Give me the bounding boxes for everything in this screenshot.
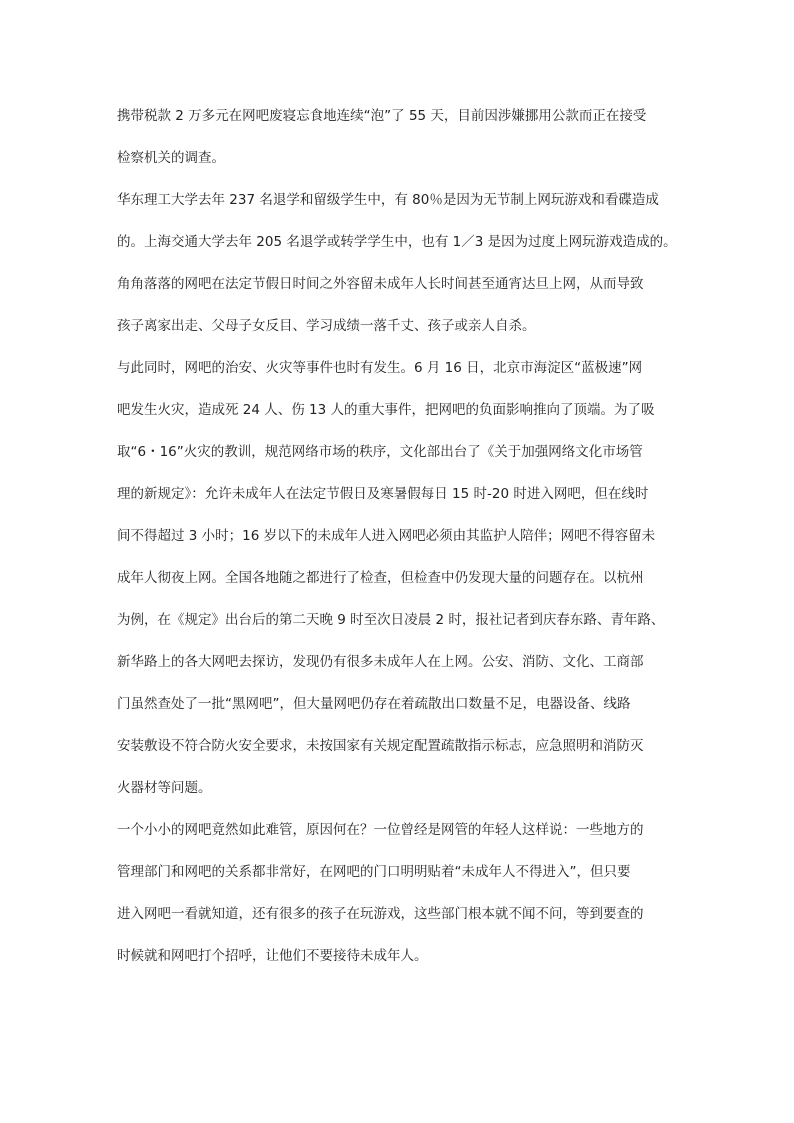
text-line: 为例，在《规定》出台后的第二天晚 9 时至次日凌晨 2 时，报社记者到庆春东路、青年路、 <box>117 612 665 628</box>
text-line: 间不得超过 3 小时；16 岁以下的未成年人进入网吧必须由其监护人陪伴；网吧不得容留未 <box>117 528 656 544</box>
text-line: 新华路上的各大网吧去探访，发现仍有很多未成年人在上网。公安、消防、文化、工商部 <box>117 654 644 670</box>
text-line: 角角落落的网吧在法定节假日时间之外容留未成年人长时间甚至通宵达旦上网，从而导致 <box>117 276 644 292</box>
text-line: 一个小小的网吧竟然如此难管，原因何在？一位曾经是网管的年轻人这样说：一些地方的 <box>117 822 644 838</box>
text-line: 安装敷设不符合防火安全要求，未按国家有关规定配置疏散指示标志，应急照明和消防灭 <box>117 738 644 754</box>
text-line: 吧发生火灾，造成死 24 人、伤 13 人的重大事件，把网吧的负面影响推向了顶端。为了吸 <box>117 402 655 418</box>
text-line: 理的新规定》：允许未成年人在法定节假日及寒暑假每日 15 时-20 时进入网吧，但在线时 <box>117 486 649 502</box>
text-line: 孩子离家出走、父母子女反目、学习成绩一落千丈、孩子或亲人自杀。 <box>117 318 536 334</box>
text-line: 检察机关的调查。 <box>117 150 225 166</box>
text-line: 火器材等问题。 <box>117 780 212 796</box>
text-line: 与此同时，网吧的治安、火灾等事件也时有发生。6 月 16 日，北京市海淀区“蓝极速”网 <box>117 360 643 376</box>
text-line: 进入网吧一看就知道，还有很多的孩子在玩游戏，这些部门根本就不闻不问，等到要查的 <box>117 906 644 922</box>
text-line: 取“6・16”火灾的教训，规范网络市场的秩序，文化部出台了《关于加强网络文化市场管 <box>117 444 643 460</box>
text-line: 携带税款 2 万多元在网吧废寝忘食地连续“泡”了 55 天，目前因涉嫌挪用公款而正在接受 <box>117 108 647 124</box>
text-line: 管理部门和网吧的关系都非常好，在网吧的门口明明贴着“未成年人不得进入”，但只要 <box>117 864 631 880</box>
text-line: 的。上海交通大学去年 205 名退学或转学学生中，也有 1／3 是因为过度上网玩游戏造成的。 <box>117 234 677 250</box>
text-line: 华东理工大学去年 237 名退学和留级学生中，有 80％是因为无节制上网玩游戏和看碟造成 <box>117 192 659 208</box>
text-line: 门虽然查处了一批“黑网吧”，但大量网吧仍存在着疏散出口数量不足，电器设备、线路 <box>117 696 631 712</box>
text-line: 时候就和网吧打个招呼，让他们不要接待未成年人。 <box>117 948 428 964</box>
text-line: 成年人彻夜上网。全国各地随之都进行了检查，但检查中仍发现大量的问题存在。以杭州 <box>117 570 644 586</box>
